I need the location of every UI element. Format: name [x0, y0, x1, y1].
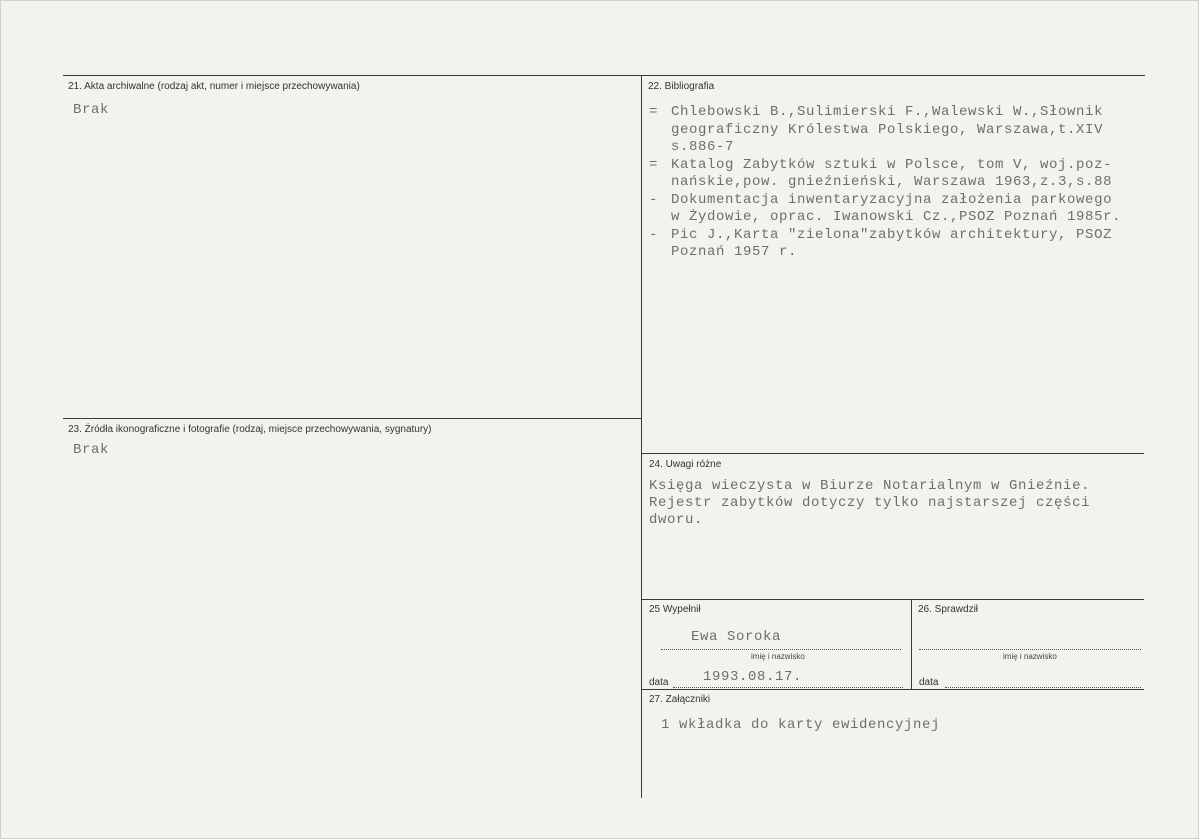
filled-date: 1993.08.17.	[703, 669, 803, 685]
bibliography-entry	[649, 157, 1121, 192]
entry-dash: =	[649, 104, 658, 120]
section-27-value: 1 wkładka do karty ewidencyjnej	[661, 717, 941, 733]
section-21-label: 21. Akta archiwalne (rodzaj akt, numer i miejsce przechowywania)	[68, 81, 360, 92]
checker-date-label: data	[919, 677, 939, 688]
name-caption: imię i nazwisko	[751, 652, 805, 661]
bibliography-entry	[649, 227, 1121, 262]
entry-dash: -	[649, 191, 658, 208]
section-24-line: Księga wieczysta w Biurze Notarialnym w Gnieźnie.	[649, 478, 1091, 494]
entry-line: Poznań 1957 r.	[671, 244, 798, 260]
entry-line: Dokumentacja inwentaryzacyjna założenia parkowego	[671, 191, 1113, 208]
entry-dash: -	[649, 226, 658, 243]
entry-line: Chlebowski B.,Sulimierski F.,Walewski W.,Słownik	[671, 104, 1104, 120]
bibliography-entry	[649, 192, 1121, 227]
divider-25-26	[911, 599, 912, 689]
checker-name-line	[919, 649, 1141, 650]
section-23-value: Brak	[73, 442, 110, 458]
entry-line: Katalog Zabytków sztuki w Polsce, tom V, woj.poz-	[671, 156, 1113, 173]
rule-25-27	[642, 689, 1144, 690]
entry-line: Pic J.,Karta "zielona"zabytków architektury, PSOZ	[671, 226, 1113, 243]
section-24-line: Rejestr zabytków dotyczy tylko najstarszej części	[649, 495, 1091, 511]
section-21-value: Brak	[73, 102, 110, 118]
center-divider	[641, 75, 642, 798]
checker-date-line	[945, 687, 1141, 688]
section-26-label: 26. Sprawdził	[918, 604, 979, 615]
date-label: data	[649, 677, 669, 688]
entry-line: nańskie,pow. gnieźnieński, Warszawa 1963,z.3,s.88	[671, 174, 1113, 190]
entry-line: geograficzny Królestwa Polskiego, Warszawa,t.XIV	[671, 121, 1104, 138]
rule-24-25	[642, 599, 1144, 600]
section-24-label: 24. Uwagi różne	[649, 459, 722, 470]
section-27-label: 27. Załączniki	[649, 694, 711, 705]
rule-22-24	[642, 453, 1144, 454]
date-line	[673, 687, 903, 688]
checker-name-caption: imię i nazwisko	[1003, 652, 1057, 661]
section-25-label: 25 Wypełnił	[649, 604, 701, 615]
bibliography-list	[649, 104, 1121, 262]
entry-dash: =	[649, 156, 658, 173]
bibliography-entry	[649, 104, 1121, 157]
entry-line: w Żydowie, oprac. Iwanowski Cz.,PSOZ Poznań 1985r.	[671, 209, 1122, 225]
top-rule	[63, 75, 1145, 76]
rule-21-23	[63, 418, 642, 419]
section-24-line: dworu.	[649, 512, 704, 528]
name-line	[661, 649, 901, 650]
filled-by-name: Ewa Soroka	[691, 629, 782, 645]
section-23-label: 23. Źródła ikonograficzne i fotografie (rodzaj, miejsce przechowywania, sygnatury)	[68, 424, 432, 435]
section-22-label: 22. Bibliografia	[648, 81, 715, 92]
entry-line: s.886-7	[671, 139, 735, 155]
